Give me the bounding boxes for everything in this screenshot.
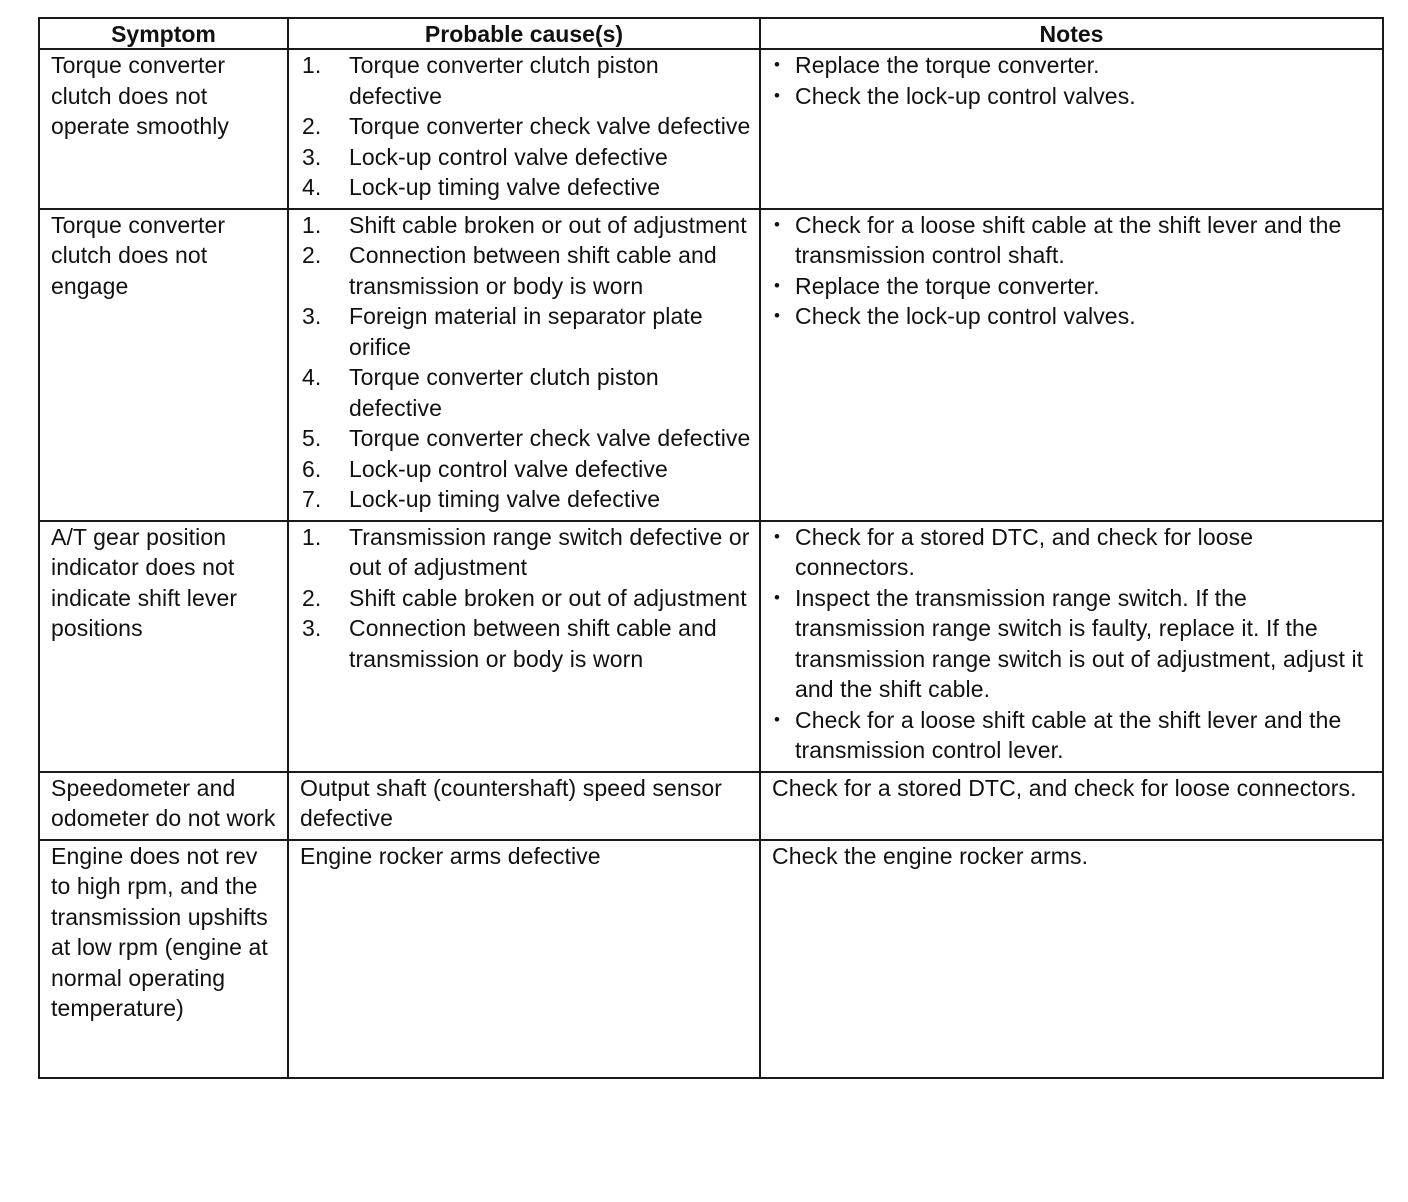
cause-text: Shift cable broken or out of adjustment	[349, 211, 747, 238]
header-row	[39, 18, 1383, 49]
list-item: 1. Shift cable broken or out of adjustment	[302, 211, 747, 238]
table-row	[39, 840, 1383, 1078]
list-item: 5. Torque converter check valve defective	[302, 425, 751, 451]
note-text: Check for a loose shift cable at the shift lever and the transmission control lever.	[795, 706, 1342, 763]
list-item: 7. Lock-up timing valve defective	[302, 486, 661, 512]
list-item	[772, 271, 1374, 302]
bullet-icon: •	[774, 709, 781, 729]
cause-text: Torque converter check valve defective	[349, 425, 751, 451]
list-item: 3. Connection between shift cable and transmission or body is worn	[302, 615, 717, 672]
bullet-icon: •	[774, 214, 781, 234]
symptom-cell: Speedometer and odometer do not work	[39, 772, 288, 840]
table-row	[39, 49, 1383, 209]
list-item: 4. Torque converter clutch piston defective	[302, 364, 659, 421]
list-item: 6. Lock-up control valve defective	[302, 455, 668, 482]
cause-cell	[288, 49, 760, 209]
table-row	[39, 521, 1383, 772]
cause-text: Lock-up control valve defective	[349, 455, 668, 482]
notes-cell	[760, 209, 1383, 521]
bullet-icon: •	[774, 306, 781, 325]
cause-text: Torque converter clutch piston defective	[349, 52, 659, 109]
bullet-icon: •	[774, 55, 781, 74]
symptom-cell: A/T gear position indicator does not indicate shift lever positions	[39, 521, 288, 772]
cause-text: Torque converter check valve defective	[349, 113, 751, 139]
bullet-icon: •	[774, 526, 781, 546]
cause-cell: Engine rocker arms defective	[288, 840, 760, 1078]
list-item: 2. Torque converter check valve defective	[302, 113, 751, 139]
troubleshooting-sheet	[38, 17, 1382, 1079]
symptom-cell: Torque converter clutch does not operate smoothly	[39, 49, 288, 209]
list-item: 2. Shift cable broken or out of adjustment	[302, 584, 747, 611]
cause-text: Torque converter clutch piston defective	[349, 364, 659, 421]
cause-cell	[288, 521, 760, 772]
list-item	[772, 583, 1374, 705]
header-notes: Notes	[760, 18, 1383, 49]
list-item	[772, 522, 1374, 583]
symptom-cell: Torque converter clutch does not engage	[39, 209, 288, 521]
troubleshooting-table	[38, 17, 1384, 1079]
list-item	[772, 705, 1374, 766]
bullet-icon: •	[774, 587, 781, 607]
list-item: 3. Lock-up control valve defective	[302, 143, 668, 170]
note-text: Check for a loose shift cable at the shift lever and the transmission control shaft.	[795, 211, 1342, 268]
cause-text: Connection between shift cable and transmission or body is worn	[349, 615, 717, 672]
cause-text: Foreign material in separator plate orifice	[349, 303, 703, 360]
cause-text: Lock-up timing valve defective	[349, 486, 661, 512]
header-symptom: Symptom	[39, 18, 288, 49]
cause-text: Lock-up timing valve defective	[349, 174, 661, 200]
bullet-icon: •	[774, 275, 781, 295]
notes-cell	[760, 521, 1383, 772]
cause-text: Lock-up control valve defective	[349, 143, 668, 170]
notes-cell	[760, 49, 1383, 209]
table-row	[39, 772, 1383, 840]
list-item: 2. Connection between shift cable and transmission or body is worn	[302, 242, 717, 299]
cause-list	[300, 210, 751, 515]
list-item	[772, 210, 1374, 271]
header-probable-cause: Probable cause(s)	[288, 18, 760, 49]
list-item: 1. Torque converter clutch piston defective	[302, 52, 659, 109]
symptom-cell: Engine does not rev to high rpm, and the transmission upshifts at low rpm (engine at normal operating temperature)	[39, 840, 288, 1078]
cause-cell	[288, 209, 760, 521]
cause-list	[300, 522, 751, 675]
note-text: Check the lock-up control valves.	[795, 82, 1136, 109]
note-text: Replace the torque converter.	[795, 52, 1100, 78]
notes-cell: Check the engine rocker arms.	[760, 840, 1383, 1078]
notes-list	[772, 522, 1374, 766]
notes-cell: Check for a stored DTC, and check for loose connectors.	[760, 772, 1383, 840]
note-text: Check for a stored DTC, and check for loose connectors.	[795, 523, 1254, 580]
cause-cell: Output shaft (countershaft) speed sensor defective	[288, 772, 760, 840]
list-item	[772, 301, 1374, 332]
bullet-icon: •	[774, 85, 781, 105]
list-item: 4. Lock-up timing valve defective	[302, 174, 661, 200]
cause-text: Connection between shift cable and transmission or body is worn	[349, 242, 717, 299]
cause-text: Shift cable broken or out of adjustment	[349, 584, 747, 611]
note-text: Check the lock-up control valves.	[795, 303, 1136, 329]
list-item	[772, 50, 1374, 81]
note-text: Replace the torque converter.	[795, 272, 1100, 299]
table-row	[39, 209, 1383, 521]
list-item: 1. Transmission range switch defective or out of adjustment	[302, 523, 750, 580]
cause-list	[300, 50, 751, 203]
cause-text: Transmission range switch defective or out of adjustment	[349, 523, 750, 580]
list-item: 3. Foreign material in separator plate orifice	[302, 303, 703, 360]
notes-list	[772, 50, 1374, 111]
notes-list	[772, 210, 1374, 332]
list-item	[772, 81, 1374, 112]
note-text: Inspect the transmission range switch. If the transmission range switch is faulty, replace it. If the transmission range switch is out of adjustment, adjust it and the shift cable.	[795, 584, 1364, 702]
